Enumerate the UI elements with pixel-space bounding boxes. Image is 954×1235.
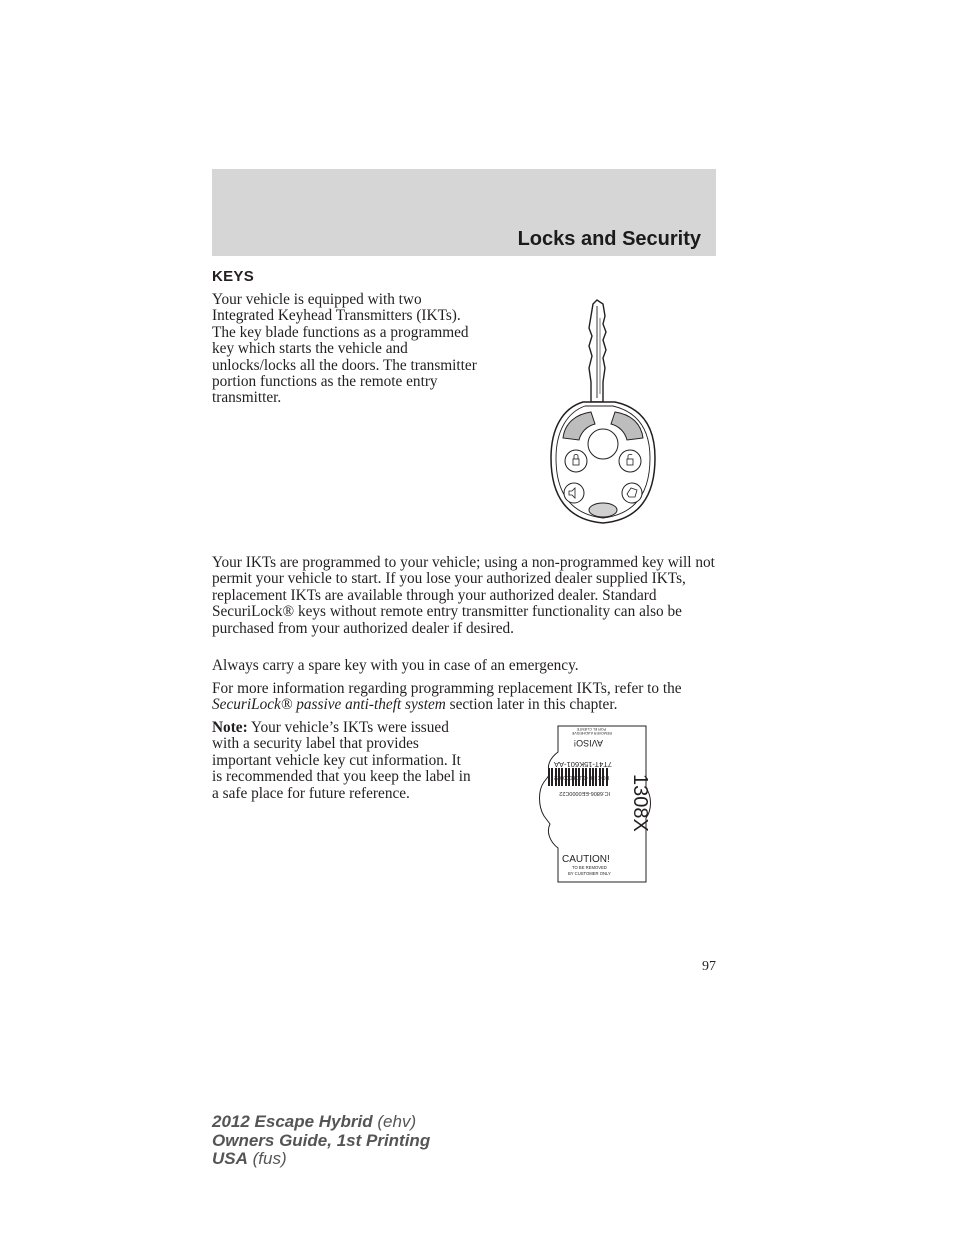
fcc-id-text: FCC ID: OUC6000022: [553, 774, 609, 780]
aviso-subtext-2: POR EL CLIENTE: [576, 727, 606, 731]
footer-guide-line: Owners Guide, 1st Printing: [212, 1130, 431, 1150]
caution-text: CAUTION!: [562, 854, 610, 865]
ic-number-text: IC:6806-EE0000C22: [559, 790, 610, 796]
header-band: [212, 169, 716, 256]
note-paragraph: Note: Your vehicle’s IKTs were issued with a security label that provides important vehicle key cut information. It is recommended that you keep the label in a safe place for future reference.: [212, 719, 471, 802]
aviso-text: AVISO!: [573, 738, 603, 748]
intro-paragraph: Your vehicle is equipped with two Integrated Keyhead Transmitters (IKTs). The key blade functions as a programmed key which starts the vehicle and unlocks/locks all the doors. The transmitter portion functions as the remote entry transmitter.: [212, 291, 477, 407]
section-heading: KEYS: [212, 268, 255, 285]
note-label: Note:: [212, 719, 248, 736]
securilock-reference: SecuriLock® passive anti-theft system: [212, 696, 446, 714]
footer-model-line: 2012 Escape Hybrid (ehv): [212, 1112, 417, 1131]
spare-key-paragraph: Always carry a spare key with you in case of an emergency.: [212, 657, 579, 674]
aviso-subtext-1: REMOVER A ADHESIVE: [571, 731, 612, 735]
page-section-title: Locks and Security: [517, 228, 701, 250]
ikt-programming-paragraph: Your IKTs are programmed to your vehicle; using a non-programmed key will not permit your vehicle to start. If you lose your authorized dealer supplied IKTs, replacement IKTs are available through your authorized dealer. Standard SecuriLock® keys without remote entry transmitter functionality can also be purchased from your authorized dealer if desired.: [212, 554, 715, 637]
more-information-paragraph: For more information regarding programming replacement IKTs, refer to the SecuriLock® passive anti-theft system section later in this chapter.: [212, 680, 682, 714]
part-number-text: 7T4T-15K601-AA: [554, 760, 612, 769]
key-code-text: 1308X: [629, 774, 651, 832]
page-number: 97: [702, 959, 716, 974]
caution-subtext-2: BY CUSTOMER ONLY: [568, 871, 611, 876]
footer-region-line: USA (fus): [212, 1149, 287, 1168]
footer-document-info: [212, 1113, 430, 1169]
integrated-keyhead-transmitter-illustration: [547, 298, 659, 528]
security-label-illustration: [536, 724, 656, 884]
caution-subtext-1: TO BE REMOVED: [572, 865, 607, 870]
